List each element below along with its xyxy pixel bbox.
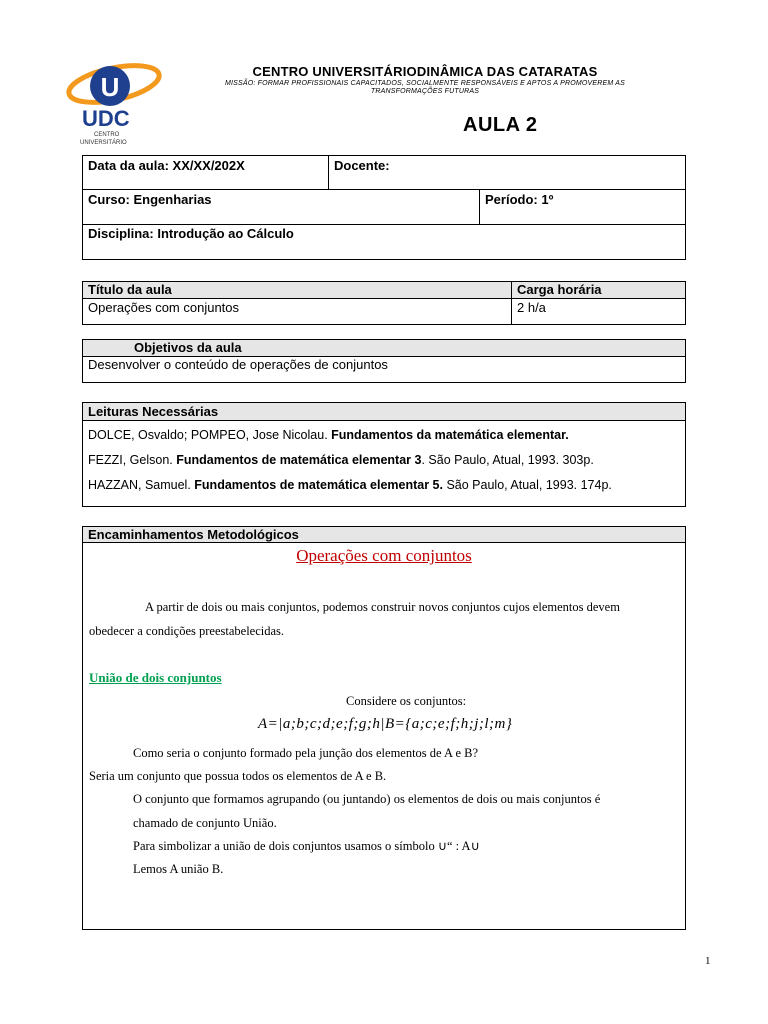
question-1: Como seria o conjunto formado pela junção dos elementos de A e B? xyxy=(133,746,479,760)
page-number: 1 xyxy=(705,955,711,967)
teacher-field: Docente: xyxy=(334,158,390,173)
svg-text:CENTRO: CENTRO xyxy=(94,132,120,138)
mission-statement xyxy=(205,80,645,96)
svg-text:UNIVERSITÁRIO: UNIVERSITÁRIO xyxy=(80,140,127,146)
readings-label: Leituras Necessárias xyxy=(88,404,219,419)
question-2: Seria um conjunto que possua todos os elementos de A e B. xyxy=(89,769,387,783)
union-reading-text: Lemos A união B. xyxy=(133,862,224,876)
institution-name: CENTRO UNIVERSITÁRIODINÂMICA DAS CATARATAS xyxy=(252,64,598,79)
title-value: Operações com conjuntos xyxy=(88,300,240,315)
title-label: Título da aula xyxy=(88,282,172,297)
period-field: Período: 1º xyxy=(485,192,554,207)
union-symbol-text: Para simbolizar a união de dois conjuntos usamos o símbolo ∪“ : A∪ xyxy=(133,839,480,853)
workload-label: Carga horária xyxy=(517,282,602,297)
objectives-value: Desenvolver o conteúdo de operações de conjuntos xyxy=(88,357,388,372)
svg-text:U: U xyxy=(100,72,120,102)
date-field: Data da aula: XX/XX/202X xyxy=(88,158,245,173)
intro-line-1: A partir de dois ou mais conjuntos, podemos construir novos conjuntos cujos elementos devem xyxy=(145,600,620,614)
reading-item: HAZZAN, Samuel. Fundamentos de matemática elementar 5. São Paulo, Atual, 1993. 174p. xyxy=(88,478,612,492)
udc-logo xyxy=(62,60,168,152)
content-title: Operações com conjuntos xyxy=(296,546,472,565)
consider-text: Considere os conjuntos: xyxy=(346,694,467,708)
subject-field: Disciplina: Introdução ao Cálculo xyxy=(88,226,294,241)
union-def-line-1: O conjunto que formamos agrupando (ou juntando) os elementos de dois ou mais conjuntos é xyxy=(133,792,601,806)
union-def-line-2: chamado de conjunto União. xyxy=(133,816,277,830)
reading-item: FEZZI, Gelson. Fundamentos de matemática elementar 3. São Paulo, Atual, 1993. 303p. xyxy=(88,453,594,467)
mission-line-2: TRANSFORMAÇÕES FUTURAS xyxy=(370,88,480,95)
reading-item: DOLCE, Osvaldo; POMPEO, Jose Nicolau. Fundamentos da matemática elementar. xyxy=(88,428,569,442)
logo-text: UDC xyxy=(82,106,130,131)
union-subtitle: União de dois conjuntos xyxy=(89,670,222,685)
workload-value: 2 h/a xyxy=(517,300,546,315)
mission-line-1: MISSÃO: FORMAR PROFISSIONAIS CAPACITADOS, SOCIALMENTE RESPONSÁVEIS E APTOS A PROMOVEREM AS xyxy=(224,80,626,87)
course-field: Curso: Engenharias xyxy=(88,192,212,207)
methodology-label: Encaminhamentos Metodológicos xyxy=(88,527,299,542)
intro-line-2: obedecer a condições preestabelecidas. xyxy=(89,624,285,638)
sets-formula: A=|a;b;c;d;e;f;g;h|B={a;c;e;f;h;j;l;m} xyxy=(258,716,513,732)
objectives-label: Objetivos da aula xyxy=(134,340,242,355)
lesson-number: AULA 2 xyxy=(463,114,538,136)
